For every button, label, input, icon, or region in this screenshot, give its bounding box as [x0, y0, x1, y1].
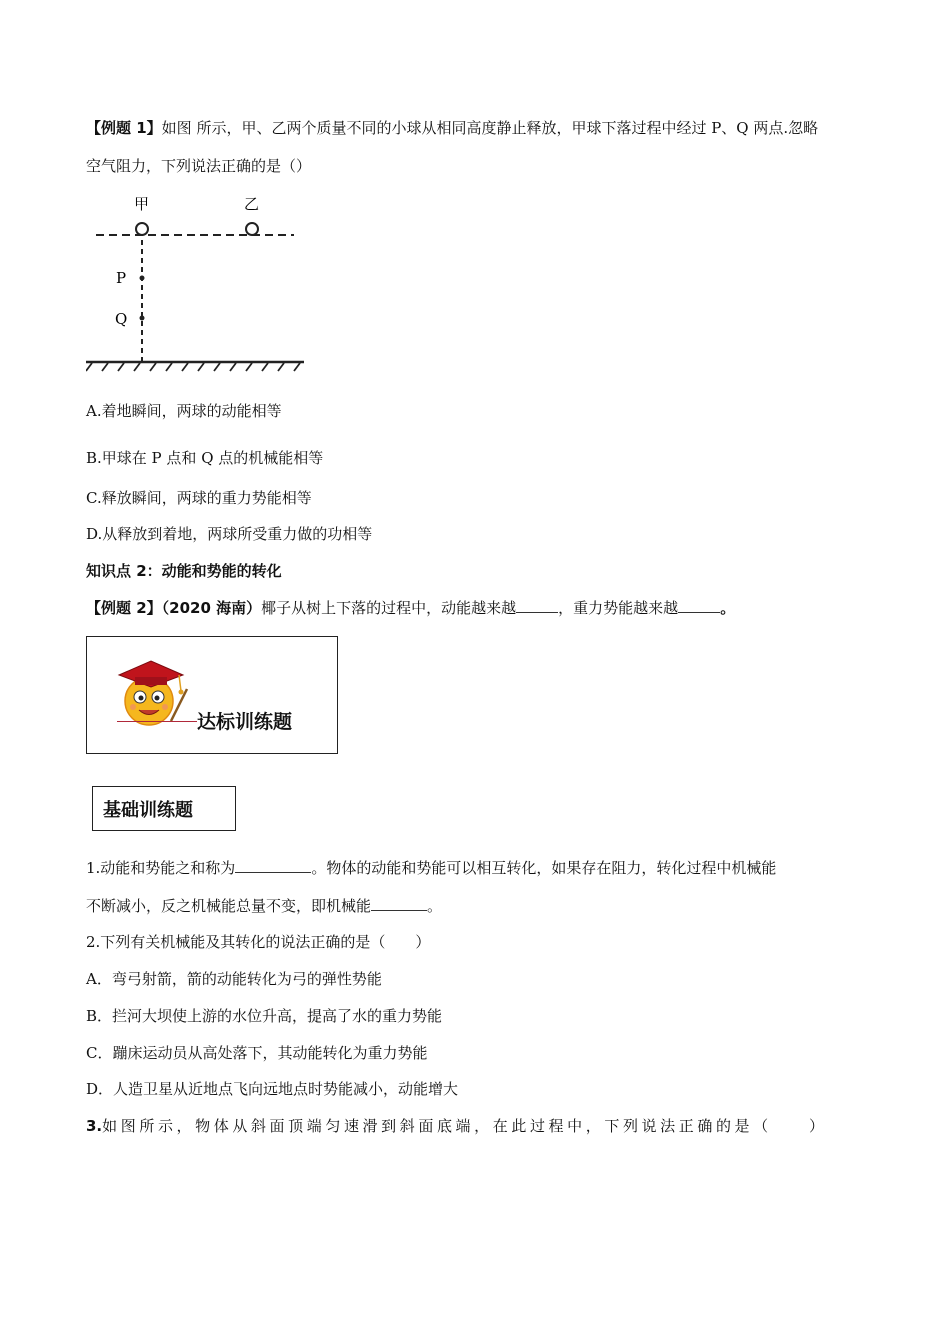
banner-title: 达标训练题 [197, 711, 293, 733]
q2-option-b: B．拦河大坝使上游的水位升高，提高了水的重力势能 [86, 1007, 443, 1025]
example2-stem [86, 597, 735, 619]
example1-option-d: D.从释放到着地，两球所受重力做的功相等 [86, 525, 373, 543]
example1-text-line1: 如图 所示，甲、乙两个质量不同的小球从相同高度静止释放，甲球下落过程中经过 P、Q 两点.忽略 [161, 119, 819, 137]
section-title: 基础训练题 [103, 800, 193, 821]
point-q [140, 316, 145, 321]
knowledge-point-heading: 知识点 2：动能和势能的转化 [86, 562, 282, 580]
point-p [140, 276, 145, 281]
example2-tag: 【例题 2】 [86, 599, 162, 617]
q3-number: 3. [86, 1117, 103, 1135]
ball-yi [246, 223, 258, 235]
example1-option-b: B.甲球在 P 点和 Q 点的机械能相等 [86, 449, 324, 467]
example1-figure [86, 192, 308, 372]
q3-stem-line [86, 1115, 828, 1137]
training-banner [86, 636, 338, 754]
q1-line2 [86, 895, 442, 917]
section-box [92, 786, 236, 831]
q1-line1 [86, 857, 776, 879]
banner-rule [117, 721, 197, 722]
q1-blank-2 [371, 896, 427, 911]
example2-blank-1 [516, 598, 558, 613]
label-jia: 甲 [134, 195, 150, 213]
label-q: Q [115, 310, 128, 328]
mascot-icon [105, 649, 195, 739]
example1-option-a: A.着地瞬间，两球的动能相等 [86, 402, 282, 420]
example1-tag: 【例题 1】 [86, 119, 162, 137]
q1-text-a: 1.动能和势能之和称为 [86, 859, 236, 877]
q2-option-d: D．人造卫星从近地点飞向远地点时势能减小，动能增大 [86, 1080, 459, 1098]
example2-source: （2020 海南） [161, 599, 262, 617]
example1-stem-line2: 空气阻力，下列说法正确的是（） [86, 157, 312, 175]
example1-option-c: C.释放瞬间，两球的重力势能相等 [86, 489, 312, 507]
q1-text-c: 不断减小，反之机械能总量不变，即机械能 [86, 897, 372, 915]
example1-stem-line1 [86, 117, 818, 139]
ground-hatching [86, 363, 300, 371]
q3-stem: 如图所示，物体从斜面顶端匀速滑到斜面底端，在此过程中，下列说法正确的是（ ） [102, 1117, 828, 1135]
example2-text-c: 。 [720, 599, 736, 617]
example2-text-a: 椰子从树上下落的过程中，动能越来越 [261, 599, 517, 617]
label-p: P [116, 269, 127, 287]
q2-option-c: C．蹦床运动员从高处落下，其动能转化为重力势能 [86, 1044, 428, 1062]
q2-option-a: A．弯弓射箭，箭的动能转化为弓的弹性势能 [86, 970, 382, 988]
q2-stem: 2.下列有关机械能及其转化的说法正确的是（ ） [86, 933, 431, 951]
q1-text-d: 。 [427, 897, 443, 915]
example2-text-b: ，重力势能越来越 [558, 599, 679, 617]
q1-text-b: 。物体的动能和势能可以相互转化，如果存在阻力，转化过程中机械能 [311, 859, 777, 877]
ball-jia [136, 223, 148, 235]
label-yi: 乙 [244, 195, 260, 213]
q1-blank-1 [235, 858, 311, 873]
example2-blank-2 [678, 598, 720, 613]
